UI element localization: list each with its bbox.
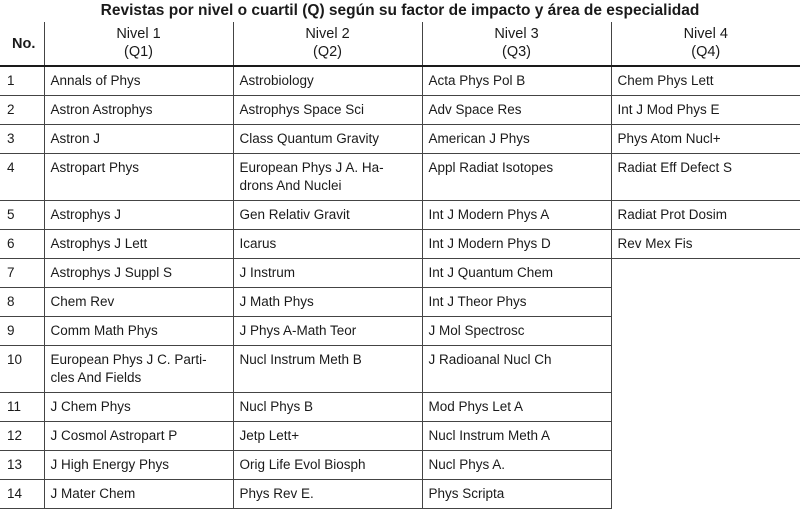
header-level-name: Nivel 3 (494, 26, 539, 42)
table-row (0, 316, 800, 345)
header-level-name: Nivel 2 (305, 26, 350, 42)
cell-q2: Nucl Instrum Meth B (233, 345, 422, 392)
cell-q2: J Instrum (233, 258, 422, 287)
row-number: 2 (0, 95, 44, 124)
cell-q4: Int J Mod Phys E (611, 95, 800, 124)
cell-q4: Phys Atom Nucl+ (611, 124, 800, 153)
cell-q2: Gen Relativ Gravit (233, 200, 422, 229)
cell-q1: Chem Rev (44, 287, 233, 316)
header-level-quartile: (Q4) (691, 44, 721, 60)
table-title: Revistas por nivel o cuartil (Q) según su factor de impacto y área de especialidad (100, 2, 700, 19)
cell-line: drons And Nuclei (239, 177, 342, 193)
table-row (0, 200, 800, 229)
cell-q3: Adv Space Res (422, 95, 611, 124)
cell-q1: Astrophys J Lett (44, 229, 233, 258)
cell-q1: J Chem Phys (44, 392, 233, 421)
row-number: 10 (0, 345, 44, 392)
cell-q3: Int J Theor Phys (422, 287, 611, 316)
table-row (0, 153, 800, 200)
cell-q2: J Math Phys (233, 287, 422, 316)
cell-q2: Phys Rev E. (233, 479, 422, 508)
row-number: 11 (0, 392, 44, 421)
cell-q4-empty (611, 287, 800, 316)
row-number: 14 (0, 479, 44, 508)
cell-q1: Astrophys J Suppl S (44, 258, 233, 287)
cell-q1: Annals of Phys (44, 66, 233, 95)
cell-q1: Astron Astrophys (44, 95, 233, 124)
cell-q1: J Cosmol Astropart P (44, 421, 233, 450)
cell-q2: Astrobiology (233, 66, 422, 95)
cell-q4: Chem Phys Lett (611, 66, 800, 95)
cell-q4-empty (611, 258, 800, 287)
table-row (0, 345, 800, 392)
header-level-name: Nivel 1 (116, 26, 161, 42)
cell-q1: J Mater Chem (44, 479, 233, 508)
cell-q3: Int J Modern Phys A (422, 200, 611, 229)
table-row (0, 421, 800, 450)
cell-q3: American J Phys (422, 124, 611, 153)
cell-q4-empty (611, 450, 800, 479)
cell-q1: J High Energy Phys (44, 450, 233, 479)
cell-q2: Astrophys Space Sci (233, 95, 422, 124)
table-row (0, 258, 800, 287)
cell-q3: J Radioanal Nucl Ch (422, 345, 611, 392)
cell-q4-empty (611, 421, 800, 450)
cell-q1: Astrophys J (44, 200, 233, 229)
header-level-quartile: (Q2) (313, 44, 342, 60)
table-row (0, 392, 800, 421)
row-number: 12 (0, 421, 44, 450)
cell-line: cles And Fields (50, 369, 142, 385)
row-number: 1 (0, 66, 44, 95)
cell-q2: Nucl Phys B (233, 392, 422, 421)
row-number: 7 (0, 258, 44, 287)
table-row (0, 479, 800, 508)
cell-q2: Jetp Lett+ (233, 421, 422, 450)
table-row (0, 229, 800, 258)
table-row (0, 66, 800, 95)
cell-q1: Comm Math Phys (44, 316, 233, 345)
cell-q4-empty (611, 392, 800, 421)
cell-line: European Phys J C. Parti- (50, 351, 207, 367)
row-number: 8 (0, 287, 44, 316)
cell-q4: Radiat Prot Dosim (611, 200, 800, 229)
header-level-quartile: (Q1) (124, 44, 153, 60)
cell-q1: Astropart Phys (44, 153, 233, 200)
cell-q4: Rev Mex Fis (611, 229, 800, 258)
cell-q4: Radiat Eff Defect S (611, 153, 800, 200)
header-row (0, 22, 800, 66)
cell-q3: Acta Phys Pol B (422, 66, 611, 95)
cell-q3: Int J Modern Phys D (422, 229, 611, 258)
header-level-2 (233, 22, 422, 66)
table-row (0, 450, 800, 479)
cell-q1: Astron J (44, 124, 233, 153)
row-number: 5 (0, 200, 44, 229)
header-level-4 (611, 22, 800, 66)
row-number: 4 (0, 153, 44, 200)
cell-q2: J Phys A-Math Teor (233, 316, 422, 345)
cell-q1 (44, 345, 233, 392)
cell-q3: Int J Quantum Chem (422, 258, 611, 287)
cell-line: European Phys J A. Ha- (239, 159, 384, 175)
header-level-quartile: (Q3) (502, 44, 531, 60)
cell-q3: J Mol Spectrosc (422, 316, 611, 345)
row-number: 6 (0, 229, 44, 258)
header-level-1 (44, 22, 233, 66)
cell-q2 (233, 153, 422, 200)
row-number: 9 (0, 316, 44, 345)
cell-q2: Class Quantum Gravity (233, 124, 422, 153)
cell-q4-empty (611, 479, 800, 508)
table-row (0, 124, 800, 153)
header-no-label: No. (12, 35, 36, 52)
cell-q3: Mod Phys Let A (422, 392, 611, 421)
cell-q3: Appl Radiat Isotopes (422, 153, 611, 200)
header-level-3 (422, 22, 611, 66)
cell-q2: Orig Life Evol Biosph (233, 450, 422, 479)
cell-q2: Icarus (233, 229, 422, 258)
cell-q4-empty (611, 345, 800, 392)
header-no (0, 22, 44, 66)
table-row (0, 95, 800, 124)
row-number: 3 (0, 124, 44, 153)
cell-q3: Nucl Instrum Meth A (422, 421, 611, 450)
journals-table (0, 22, 800, 509)
cell-q3: Phys Scripta (422, 479, 611, 508)
table-row (0, 287, 800, 316)
cell-q3: Nucl Phys A. (422, 450, 611, 479)
cell-q4-empty (611, 316, 800, 345)
row-number: 13 (0, 450, 44, 479)
header-level-name: Nivel 4 (683, 26, 728, 42)
